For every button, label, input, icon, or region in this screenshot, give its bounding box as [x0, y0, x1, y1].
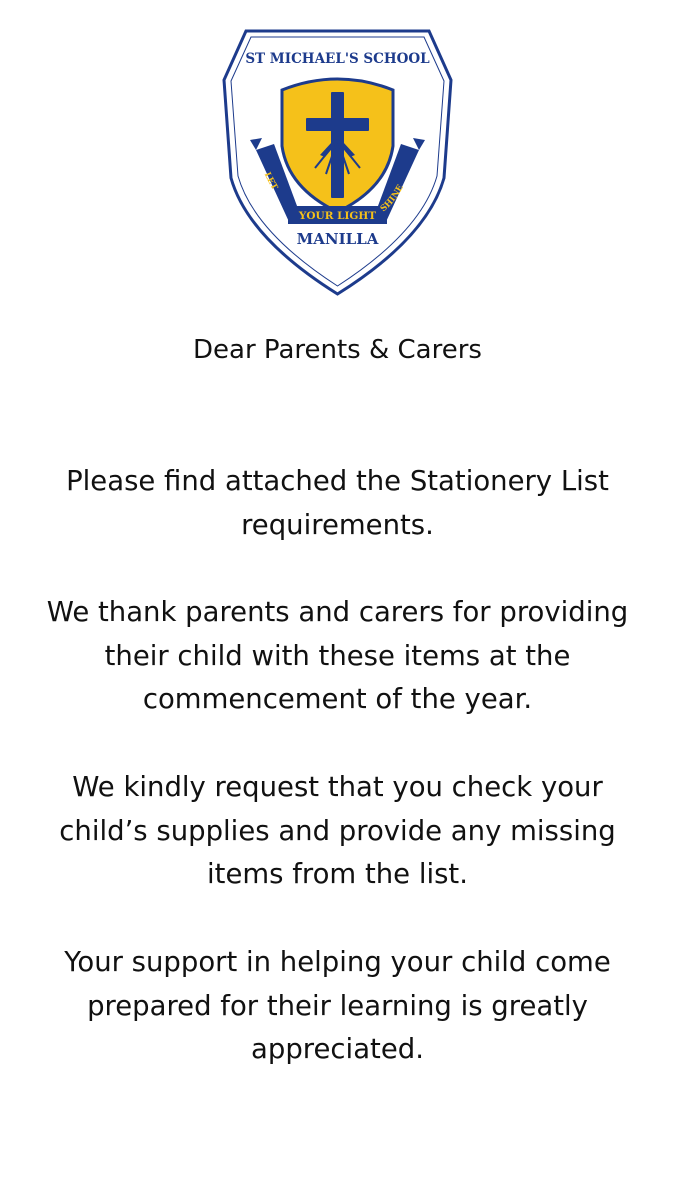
paragraph-line: Please find attached the Stationery List — [66, 465, 609, 497]
motto-left-text: LET — [261, 170, 280, 192]
letter-paragraph — [0, 460, 675, 547]
school-crest-logo — [222, 28, 453, 296]
letter-paragraph — [0, 591, 675, 722]
paragraph-line: requirements. — [241, 508, 434, 541]
shield-crest-icon — [222, 28, 453, 296]
paragraph-line: commencement of the year. — [142, 683, 533, 715]
school-name-text: ST MICHAEL'S SCHOOL — [245, 51, 430, 67]
paragraph-line: prepared for their learning is greatly — [87, 989, 588, 1022]
paragraph-line: We thank parents and carers for providing — [46, 596, 629, 628]
location-text: MANILLA — [296, 230, 379, 248]
paragraph-line: their child with these items at the — [104, 639, 571, 672]
paragraph-line: Your support in helping your child come — [64, 946, 611, 978]
greeting-heading: Dear Parents & Carers — [193, 335, 482, 365]
motto-right-text: SHINE — [378, 183, 406, 215]
paragraph-line: items from the list. — [207, 858, 468, 890]
paragraph-line: child’s supplies and provide any missing — [59, 814, 616, 847]
letter-paragraph — [0, 766, 675, 897]
paragraph-line: appreciated. — [251, 1033, 424, 1065]
motto-center-text: YOUR LIGHT — [298, 210, 377, 222]
paragraph-line: We kindly request that you check your — [72, 771, 603, 803]
letter-paragraph — [0, 941, 675, 1072]
